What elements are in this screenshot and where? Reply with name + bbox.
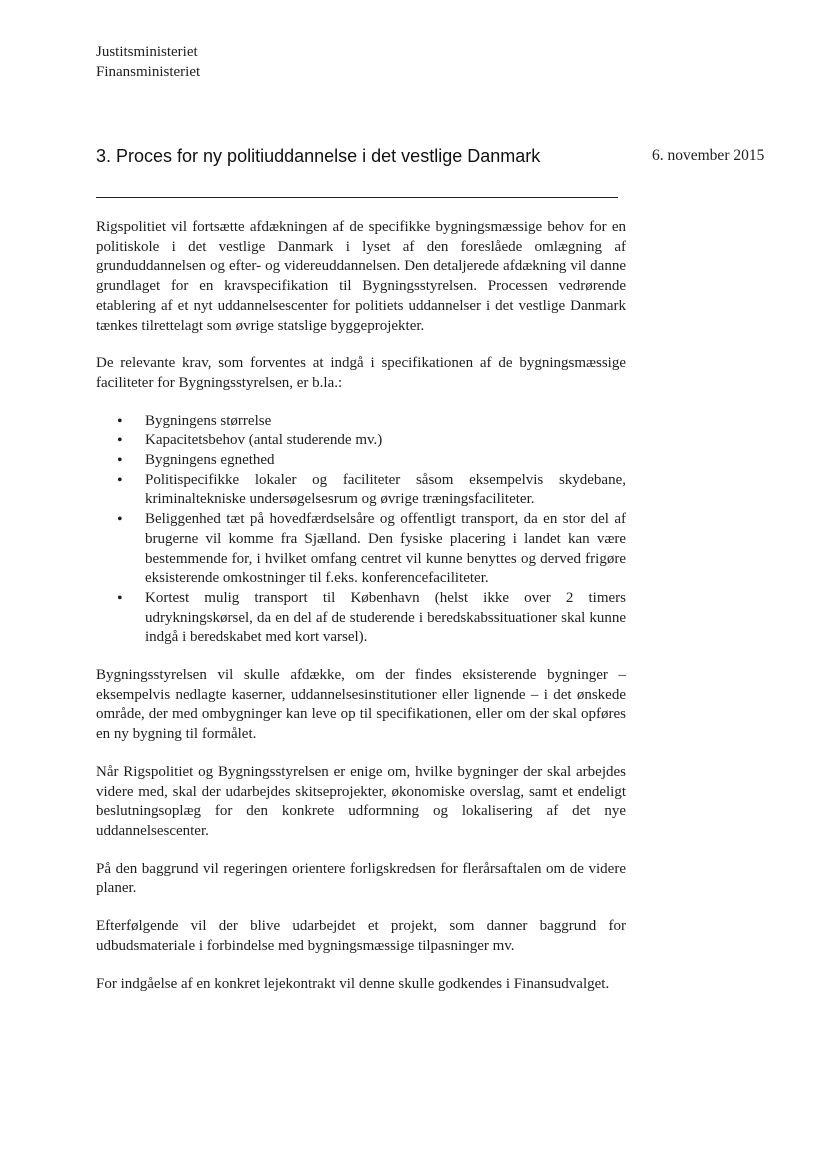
document-title: 3. Proces for ny politiuddannelse i det vestlige Danmark [96,146,541,166]
list-item [117,589,626,648]
bullet-icon: • [117,471,123,489]
list-item [117,451,626,471]
paragraph: For indgåelse af en konkret lejekontrakt vil denne skulle godkendes i Finansudvalget. [96,975,610,992]
ministry-name: Finansministeriet [96,64,201,80]
document-body [96,218,626,1012]
paragraph: Rigspolitiet vil fortsætte afdækningen af de specifikke bygningsmæssige behov for en politiskole i det vestlige Danmark i lyset af den foreslåede omlægning af grunduddannelsen og efter- og videreuddannelsen. Den detaljerede afdækning vil danne grundlaget for en kravspecifikation til Bygningsstyrelsen. Processen vedrørende etablering af et nyt uddannelsescenter for politiets uddannelser i det vestlige Danmark tænkes tilrettelagt som øvrige statslige byggeprojekter. [96,219,626,334]
bullet-icon: • [117,511,123,529]
bullet-icon: • [117,412,123,430]
paragraph: Når Rigspolitiet og Bygningsstyrelsen er enige om, hvilke bygninger der skal arbejdes videre med, skal der udarbejdes skitseprojekter, økonomiske overslag, samt et endeligt beslutningsoplæg for den konkrete udformning og lokalisering af det nye uddannelsescenter. [96,763,626,839]
paragraph: På den baggrund vil regeringen orientere forligskredsen for flerårsaftalen om de videre planer. [96,860,626,897]
paragraph: De relevante krav, som forventes at indgå i specifikationen af de bygningsmæssige faciliteter for Bygningsstyrelsen, er b.la.: [96,355,626,391]
list-item-text: Beliggenhed tæt på hovedfærdselsåre og offentligt transport, da en stor del af brugerne vil komme fra Sjælland. Den fysiske placering i landet kan være bestemmende for, i hvilket omfang centret vil kunne benyttes og derved frigøre eksisterende omkostninger til f.eks. konferencefaciliteter. [145,511,626,587]
paragraph: Efterfølgende vil der blive udarbejdet et projekt, som danner baggrund for udbudsmateriale i forbindelse med bygningsmæssige tilpasninger mv. [96,918,626,954]
list-item [117,412,626,432]
bullet-icon: • [117,452,123,470]
ministry-name: Justitsministeriet [96,44,198,60]
list-item [117,431,626,451]
title-divider [96,197,618,198]
bullet-icon: • [117,432,123,450]
list-item-text: Bygningens størrelse [145,412,272,429]
list-item-text: Kortest mulig transport til København (helst ikke over 2 timers udrykningskørsel, da en del af de studerende i beredskabssituationer skal kunne indgå i beredskabet med kort varsel). [145,589,626,646]
list-item-text: Kapacitetsbehov (antal studerende mv.) [145,432,383,449]
bullet-icon: • [117,589,123,607]
requirements-list [96,412,626,648]
list-item-text: Bygningens egnethed [145,452,275,469]
paragraph: Bygningsstyrelsen vil skulle afdække, om der findes eksisterende bygninger – eksempelvis nedlagte kaserner, uddannelsesinstitutioner eller lignende – i det ønskede område, der med ombygninger kan leve op til specifikationen, eller om der skal opføres en ny bygning til formålet. [96,667,626,743]
list-item [117,510,626,589]
ministry-header [96,42,200,82]
document-date: 6. november 2015 [652,147,765,164]
list-item-text: Politispecifikke lokaler og faciliteter såsom eksempelvis skydebane, kriminaltekniske undersøgelsesrum og øvrige træningsfaciliteter. [145,471,626,508]
list-item [117,471,626,510]
